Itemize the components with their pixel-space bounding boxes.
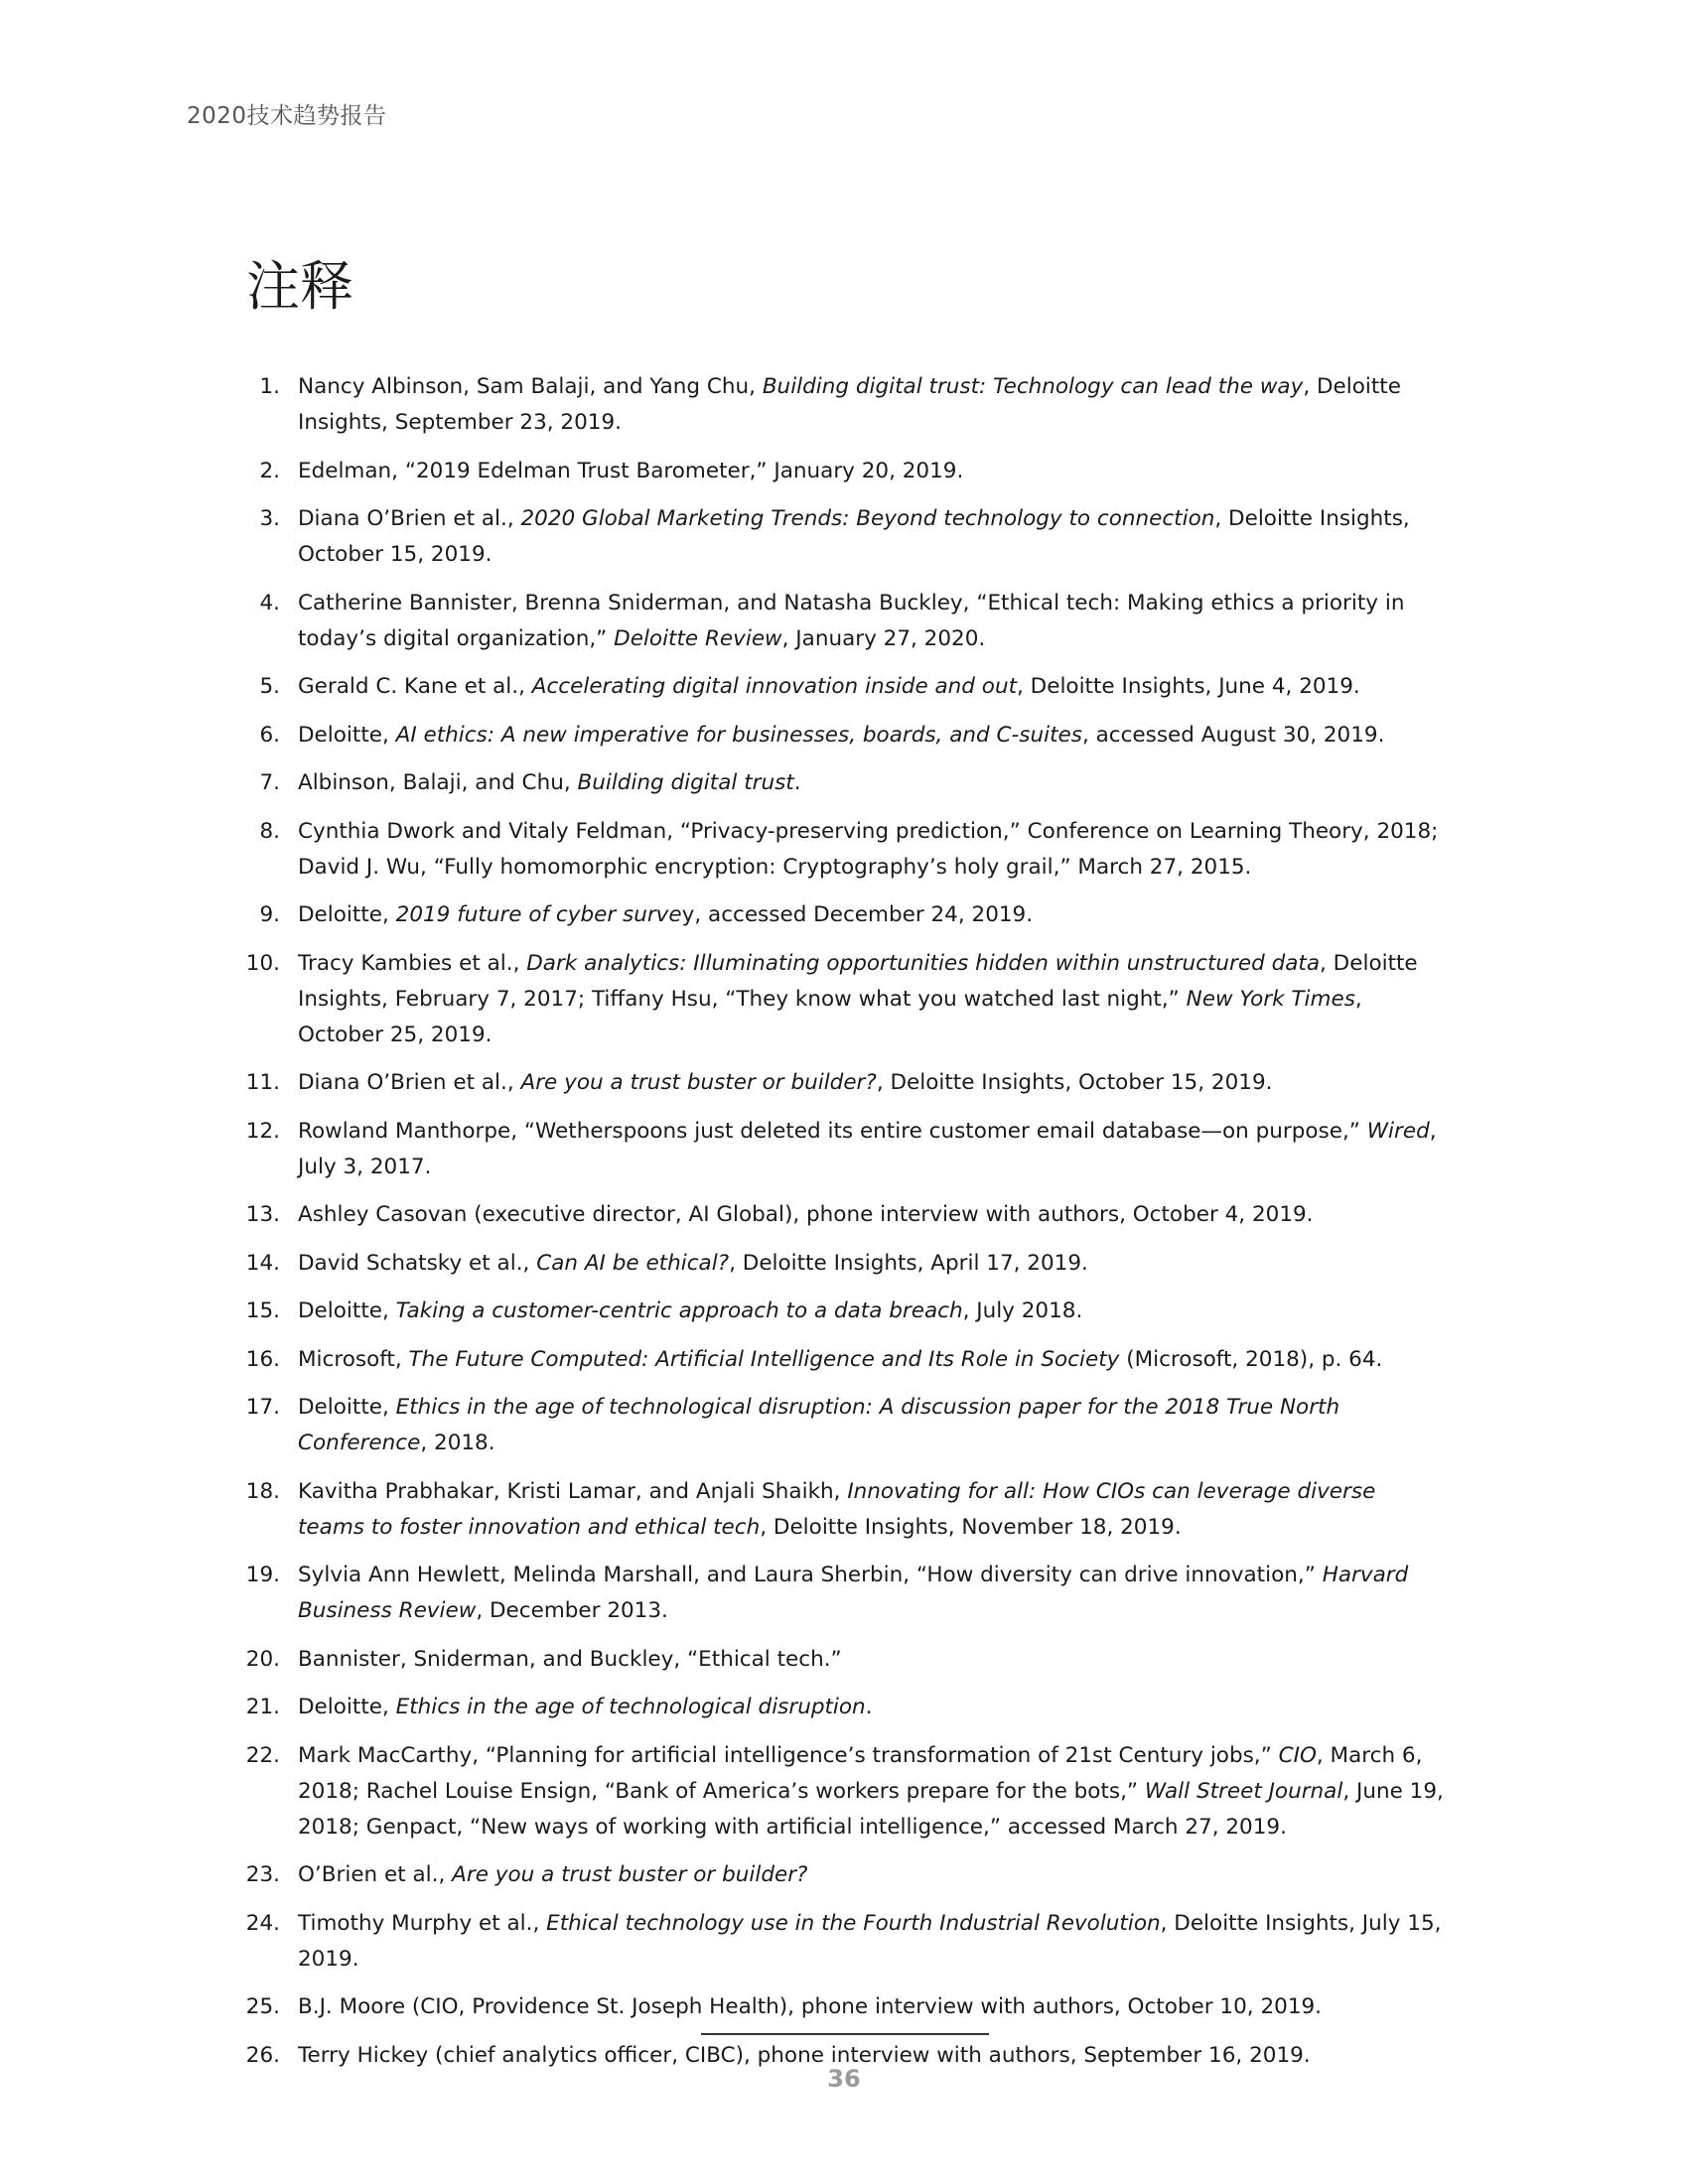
note-item [246, 669, 1448, 705]
note-text: Sylvia Ann Hewlett, Melinda Marshall, and Laura Sherbin, “How diversity can drive innovation,” [298, 1563, 1323, 1587]
note-italic-title: Dark analytics: Illuminating opportunities hidden within unstructured data [526, 950, 1321, 976]
note-italic-title: Building digital trust: Technology can lead the way [762, 374, 1304, 399]
note-text: , Deloitte Insights, June 4, 2019. [1017, 674, 1360, 699]
note-number: 11. [245, 1070, 280, 1095]
note-italic-title: New York Times [1186, 986, 1355, 1012]
note-text: Kavitha Prabhakar, Kristi Lamar, and Anjali Shaikh, [298, 1478, 848, 1504]
page-title: 注释 [246, 255, 353, 319]
note-text: Gerald C. Kane et al., [298, 674, 532, 699]
note-text: Deloitte, [298, 1395, 396, 1420]
note-item [246, 1342, 1448, 1378]
note-number: 3. [259, 506, 280, 531]
note-number: 21. [245, 1695, 280, 1719]
note-italic-title: The Future Computed: Artificial Intelligence and Its Role in Society [408, 1346, 1120, 1372]
note-text: Ashley Casovan (executive director, AI Global), phone interview with authors, October 4, 2019. [298, 1202, 1314, 1227]
note-number: 15. [245, 1298, 280, 1323]
note-text: , July 2018. [962, 1298, 1083, 1323]
note-text: David Schatsky et al., [298, 1250, 537, 1276]
note-text: , December 2013. [476, 1598, 668, 1623]
note-number: 22. [245, 1742, 280, 1768]
note-text: Albinson, Balaji, and Chu, [298, 770, 578, 795]
note-item [246, 946, 1448, 1053]
note-text: , Deloitte Insights, April 17, 2019. [729, 1250, 1088, 1276]
note-item [246, 1246, 1448, 1282]
note-item [246, 718, 1448, 753]
note-number: 17. [245, 1395, 280, 1420]
notes-list [246, 369, 1448, 2086]
note-text: Bannister, Sniderman, and Buckley, “Ethical tech.” [298, 1646, 842, 1672]
note-number: 20. [245, 1646, 280, 1672]
note-text: , October 25, 2019. [298, 986, 1362, 1047]
note-text: . [793, 770, 801, 795]
note-text: Tracy Kambies et al., [298, 950, 527, 976]
note-text: , Deloitte Insights, September 23, 2019. [298, 374, 1401, 435]
note-item [246, 1989, 1448, 2025]
note-italic-title: Innovating for all: How CIOs can leverage diverse teams to foster innovation and ethical tech [298, 1478, 1376, 1540]
note-item [246, 1906, 1448, 1978]
note-text: , Deloitte Insights, October 15, 2019. [876, 1070, 1273, 1095]
note-text: B.J. Moore (CIO, Providence St. Joseph Health), phone interview with authors, October 10, 2019. [298, 1994, 1323, 2019]
note-text: y, accessed December 24, 2019. [681, 902, 1034, 927]
note-italic-title: 2020 Global Marketing Trends: Beyond technology to connection [520, 506, 1215, 531]
note-number: 19. [245, 1563, 280, 1587]
note-italic-title: Accelerating digital innovation inside and out [531, 674, 1017, 699]
note-item [246, 1197, 1448, 1233]
note-italic-title: Taking a customer-centric approach to a data breach [395, 1298, 963, 1323]
note-text: , June 19, 2018; Genpact, “New ways of working with artificial intelligence,” accessed March 27, 2019. [298, 1778, 1444, 1840]
note-italic-title: Building digital trust [577, 770, 794, 795]
note-number: 9. [259, 902, 280, 927]
note-text: Deloitte, [298, 902, 396, 927]
note-italic-title: Ethical technology use in the Fourth Industrial Revolution [546, 1910, 1161, 1936]
note-text: Nancy Albinson, Sam Balaji, and Yang Chu, [298, 374, 763, 399]
note-text: , January 27, 2020. [781, 625, 986, 651]
note-number: 5. [259, 674, 280, 699]
note-text: , March 6, 2018; Rachel Louise Ensign, “Bank of America’s workers prepare for the bots,” [298, 1742, 1423, 1804]
note-item [246, 1294, 1448, 1329]
note-item [246, 501, 1448, 573]
note-item [246, 369, 1448, 441]
note-text: Terry Hickey (chief analytics officer, CIBC), phone interview with authors, September 16, 2019. [298, 2042, 1311, 2068]
note-text: Diana O’Brien et al., [298, 506, 521, 531]
note-italic-title: 2019 future of cyber surve [395, 902, 682, 927]
note-number: 10. [245, 950, 280, 976]
note-text: Edelman, “2019 Edelman Trust Barometer,” January 20, 2019. [298, 458, 964, 483]
note-number: 7. [259, 770, 280, 795]
note-italic-title: Are you a trust buster or builder? [520, 1070, 877, 1095]
note-item [246, 586, 1448, 657]
note-italic-title: Ethics in the age of technological disruption [395, 1695, 866, 1719]
page-number: 36 [827, 2065, 861, 2093]
note-item [246, 1738, 1448, 1845]
note-number: 24. [245, 1910, 280, 1936]
note-italic-title: AI ethics: A new imperative for businesses, boards, and C-suites [395, 722, 1082, 748]
note-item [246, 1390, 1448, 1461]
note-item [246, 454, 1448, 489]
note-text: Timothy Murphy et al., [298, 1910, 547, 1936]
note-number: 16. [245, 1346, 280, 1372]
note-number: 4. [259, 590, 280, 615]
note-text: Cynthia Dwork and Vitaly Feldman, “Privacy-preserving prediction,” Conference on Learning Theory, 2018; David J. Wu, “Fully homomorphic encryption: Cryptography’s holy grail,” March 27, 2015. [298, 818, 1439, 880]
note-text: , July 3, 2017. [298, 1118, 1437, 1179]
note-number: 12. [245, 1118, 280, 1144]
note-number: 25. [245, 1994, 280, 2019]
footer-divider [701, 2033, 989, 2035]
note-italic-title: CIO [1278, 1742, 1317, 1768]
note-italic-title: Deloitte Review [614, 625, 782, 651]
note-italic-title: Harvard Business Review [298, 1563, 1409, 1623]
note-item [246, 765, 1448, 801]
note-text: Mark MacCarthy, “Planning for artificial intelligence’s transformation of 21st Century jobs,” [298, 1742, 1279, 1768]
note-text: Rowland Manthorpe, “Wetherspoons just deleted its entire customer email database—on purpose,” [298, 1118, 1367, 1144]
note-italic-title: Wired [1366, 1118, 1430, 1144]
note-italic-title: Wall Street Journal [1144, 1778, 1343, 1804]
note-text: , Deloitte Insights, July 15, 2019. [298, 1910, 1442, 1972]
note-text: Catherine Bannister, Brenna Sniderman, and Natasha Buckley, “Ethical tech: Making ethics a priority in today’s digital organization,” [298, 590, 1405, 651]
note-item [246, 1642, 1448, 1678]
note-text: O’Brien et al., [298, 1862, 453, 1887]
note-text: Microsoft, [298, 1346, 409, 1372]
note-text: , Deloitte Insights, October 15, 2019. [298, 506, 1410, 567]
note-item [246, 1474, 1448, 1546]
note-italic-title: Can AI be ethical? [536, 1250, 730, 1276]
note-text: Diana O’Brien et al., [298, 1070, 521, 1095]
note-item [246, 1114, 1448, 1185]
note-number: 2. [259, 458, 280, 483]
note-item [246, 1690, 1448, 1725]
note-text: (Microsoft, 2018), p. 64. [1119, 1346, 1383, 1372]
note-text: , Deloitte Insights, November 18, 2019. [760, 1514, 1182, 1540]
note-item [246, 897, 1448, 933]
note-number: 13. [245, 1202, 280, 1227]
note-item [246, 1065, 1448, 1101]
note-item [246, 814, 1448, 886]
note-item [246, 1558, 1448, 1629]
note-italic-title: Ethics in the age of technological disruption: A discussion paper for the 2018 True North Conference [298, 1395, 1340, 1455]
note-number: 6. [259, 722, 280, 748]
report-header: 2020技术趋势报告 [187, 103, 387, 129]
note-text: Deloitte, [298, 1298, 396, 1323]
note-number: 23. [245, 1862, 280, 1887]
note-number: 8. [259, 818, 280, 844]
note-text: , accessed August 30, 2019. [1081, 722, 1385, 748]
note-text: Deloitte, [298, 1695, 396, 1719]
note-number: 1. [259, 374, 280, 399]
note-text: , Deloitte Insights, February 7, 2017; Tiffany Hsu, “They know what you watched last night,” [298, 950, 1418, 1012]
note-number: 26. [245, 2042, 280, 2068]
note-item [246, 1857, 1448, 1893]
note-text: Deloitte, [298, 722, 396, 748]
note-text: , 2018. [420, 1431, 495, 1455]
note-text: . [865, 1695, 873, 1719]
note-italic-title: Are you a trust buster or builder? [452, 1862, 808, 1887]
note-number: 18. [245, 1478, 280, 1504]
note-number: 14. [245, 1250, 280, 1276]
